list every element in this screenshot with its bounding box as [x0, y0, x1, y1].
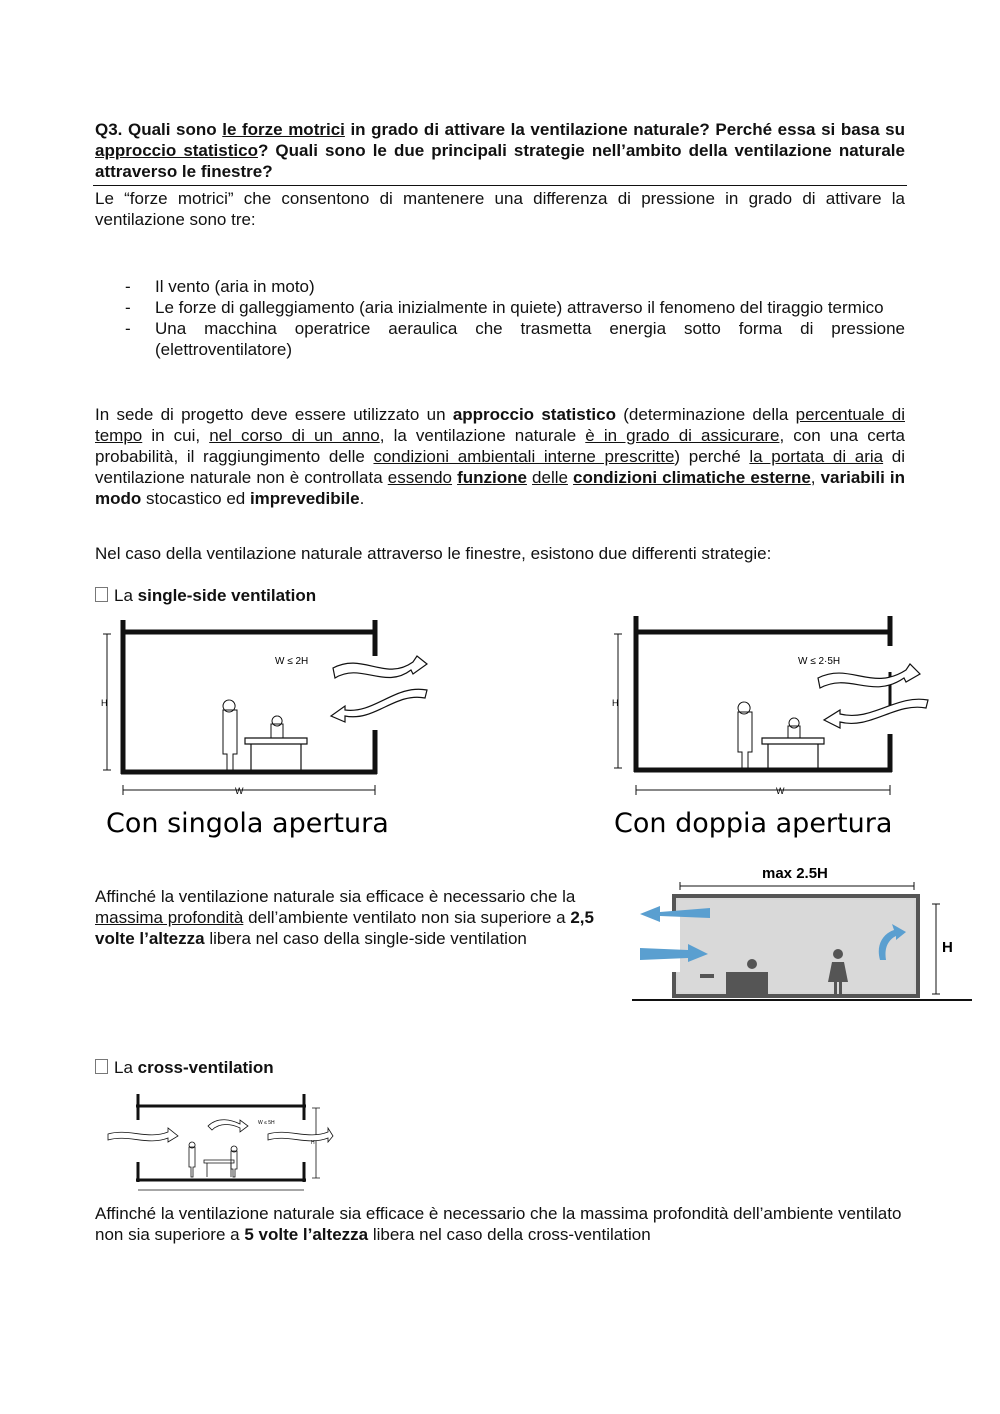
standing-person-icon	[833, 949, 843, 959]
underlined-text: la portata di aria	[749, 447, 884, 466]
airflow-out-arrow	[268, 1128, 333, 1142]
single-opening-diagram	[95, 612, 435, 812]
airflow-in-arrow	[108, 1128, 178, 1142]
cross-ventilation-paragraph	[95, 1203, 905, 1245]
list-dash: -	[125, 319, 131, 338]
single-side-label	[95, 585, 905, 606]
list-dash: -	[125, 298, 131, 317]
caption-double-opening: Con doppia apertura	[614, 808, 893, 839]
bold-underlined-text: funzione	[457, 468, 527, 487]
bold-text: 2,5 volte l’altezza	[95, 908, 594, 948]
list-item-text: Il vento (aria in moto)	[155, 277, 315, 296]
list-item-text: Una macchina operatrice aeraulica che trasmetta energia sotto forma di pressione (elettroventilatore)	[155, 319, 905, 359]
seated-person-icon	[271, 716, 283, 738]
seated-person-icon	[788, 718, 800, 738]
cross-ventilation-label	[95, 1057, 905, 1078]
heading-divider	[93, 185, 907, 186]
text: ) perché	[674, 447, 750, 466]
text: libera nel caso della single-side ventilation	[204, 929, 527, 948]
airflow-out-arrow	[333, 656, 427, 678]
width-label: W	[776, 786, 785, 796]
question-text: in grado di attivare la ventilazione naturale? Perché essa si basa su	[344, 120, 905, 139]
statistical-paragraph	[95, 404, 905, 509]
width-dimension	[636, 785, 890, 795]
standing-person-icon	[738, 702, 752, 768]
question-text: ? Quali sono le due principali strategie nell’ambito della ventilazione naturale attraverso le finestre?	[95, 141, 905, 181]
underlined-text: è in grado di assicurare	[585, 426, 780, 445]
text: ,	[810, 468, 821, 487]
list-item	[95, 297, 905, 318]
bold-text: 5 volte l’altezza	[244, 1225, 369, 1244]
text: , con una certa probabilità, il raggiungimento delle	[95, 426, 906, 466]
question-text: Q3. Quali sono	[95, 120, 223, 139]
max-depth-label: max 2.5H	[762, 865, 828, 882]
label-bold: single-side ventilation	[137, 586, 317, 605]
list-item-text: Le forze di galleggiamento (aria inizialmente in quiete) attraverso il fenomeno del tiraggio termico	[155, 298, 884, 317]
text: di ventilazione naturale non è controllata	[95, 447, 905, 487]
bold-text: variabili in modo	[95, 468, 905, 508]
window-opening	[670, 912, 680, 972]
cross-ventilation-diagram	[108, 1090, 333, 1196]
airflow-lower-arrow	[824, 699, 928, 728]
question-underlined-approccio: approccio statistico	[95, 141, 258, 160]
text: In sede di progetto deve essere utilizzato un	[95, 405, 453, 424]
height-label: H	[942, 939, 953, 956]
text: Affinché la ventilazione naturale sia efficace è necessario che la	[95, 887, 576, 906]
chair-icon	[700, 974, 714, 978]
max-depth-diagram	[630, 860, 975, 1005]
underlined-text: percentuale di tempo	[95, 405, 905, 445]
text: , la ventilazione naturale	[379, 426, 586, 445]
intro-paragraph: Le “forze motrici” che consentono di mantenere una differenza di pressione in grado di attivare la ventilazione sono tre:	[95, 189, 905, 229]
airflow-curl-arrow	[208, 1120, 248, 1132]
bold-underlined-text: condizioni climatiche esterne	[573, 468, 811, 487]
text: stocastico ed	[141, 489, 250, 508]
checkbox-glyph-icon	[95, 1059, 108, 1074]
underlined-text: nel corso di un anno	[209, 426, 380, 445]
rule-label: W ≤ 5H	[258, 1120, 275, 1126]
desk-icon	[204, 1160, 234, 1177]
desk-icon	[245, 738, 307, 770]
question-heading	[95, 119, 905, 182]
text: (determinazione della	[615, 405, 796, 424]
desk-icon	[762, 738, 824, 768]
text: libera nel caso della cross-ventilation	[368, 1225, 651, 1244]
caption-single-opening: Con singola apertura	[106, 808, 389, 839]
underlined-text: massima profondità	[95, 908, 244, 927]
list-dash: -	[125, 277, 131, 296]
height-label: H	[101, 698, 108, 708]
checkbox-glyph-icon	[95, 587, 108, 602]
underlined-text: condizioni ambientali interne prescritte	[373, 447, 675, 466]
height-dimension	[932, 904, 940, 994]
double-opening-diagram	[600, 612, 940, 812]
forces-list	[95, 276, 905, 360]
room-interior	[678, 900, 914, 992]
airflow-in-arrow	[331, 689, 427, 722]
text: Affinché la ventilazione naturale sia efficace è necessario che la massima profondità dell’ambiente ventilato non sia superiore a	[95, 1204, 902, 1244]
height-label: H	[612, 698, 619, 708]
standing-person-icon	[223, 700, 237, 772]
standing-person-icon	[189, 1142, 195, 1177]
seated-person-icon	[747, 959, 757, 969]
rule-label: W ≤ 2H	[275, 656, 309, 667]
width-label: W	[235, 786, 244, 796]
single-side-paragraph	[95, 886, 615, 949]
question-underlined-forze: le forze motrici	[222, 120, 345, 139]
label-prefix: La	[114, 586, 138, 605]
strategies-intro: Nel caso della ventilazione naturale attraverso le finestre, esistono due differenti strategie:	[95, 544, 772, 563]
bold-text: imprevedibile	[249, 489, 360, 508]
height-label: H	[311, 1140, 315, 1146]
underlined-text: essendo	[387, 468, 453, 487]
label-prefix: La	[114, 1058, 138, 1077]
width-dimension	[123, 785, 375, 795]
list-item	[95, 276, 905, 297]
depth-dimension	[680, 882, 914, 890]
rule-label: W ≤ 2·5H	[798, 656, 841, 667]
text: .	[359, 489, 365, 508]
desk-icon	[726, 972, 768, 996]
label-bold: cross-ventilation	[137, 1058, 274, 1077]
text: dell’ambiente ventilato non sia superiore a	[243, 908, 571, 927]
bold-text: approccio statistico	[452, 405, 616, 424]
list-item	[95, 318, 905, 360]
text: in cui,	[142, 426, 210, 445]
airflow-upper-arrow	[818, 664, 920, 688]
underlined-text: delle	[532, 468, 568, 487]
